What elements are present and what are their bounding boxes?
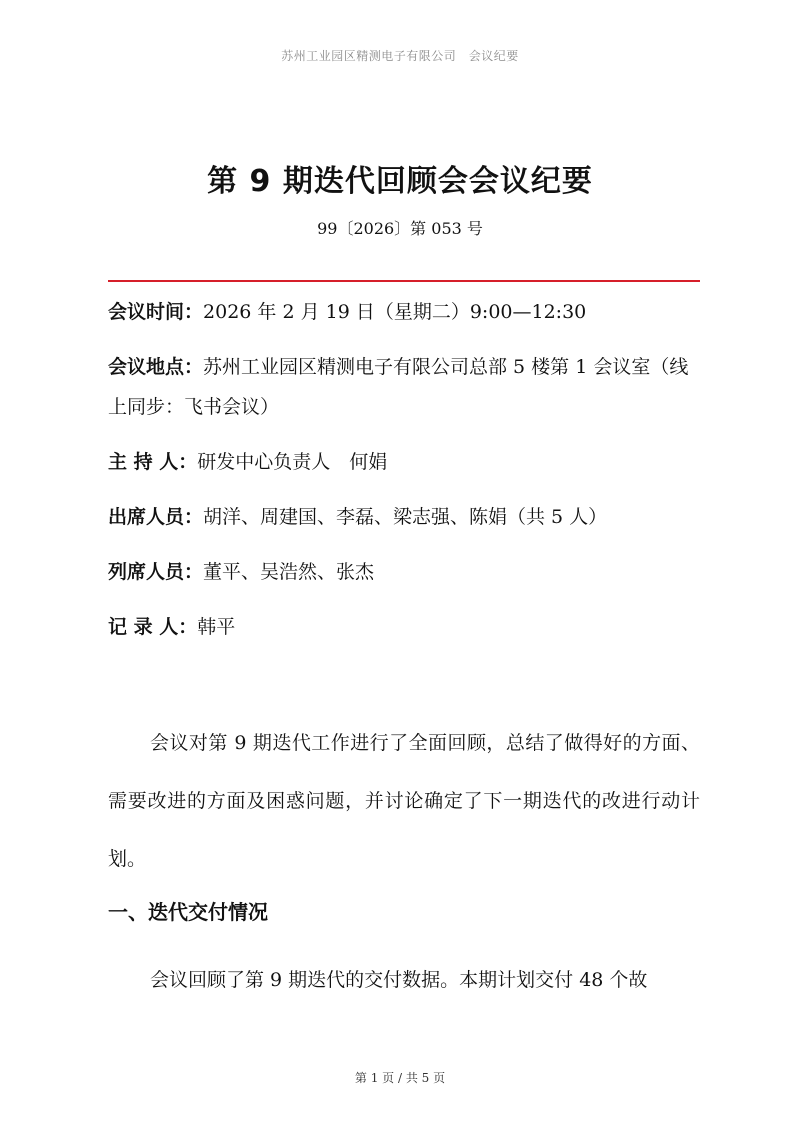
meeting-time-label: 会议时间： (108, 301, 204, 323)
meeting-time-value: 2026 年 2 月 19 日（星期二）9:00—12:30 (203, 301, 587, 323)
section-heading-delivery: 一、迭代交付情况 (108, 900, 268, 924)
section-paragraph-delivery: 会议回顾了第 9 期迭代的交付数据。本期计划交付 48 个故 (150, 969, 648, 991)
meeting-host-label: 主 持 人： (108, 451, 198, 473)
meeting-location-label: 会议地点： (108, 356, 204, 378)
document-title: 第 9 期迭代回顾会会议纪要 (207, 164, 593, 199)
meeting-observers-row (108, 552, 700, 592)
meeting-host-value: 研发中心负责人 何娟 (197, 451, 388, 473)
meeting-observers-label: 列席人员： (108, 561, 204, 583)
meeting-location-value: 苏州工业园区精测电子有限公司总部 5 楼第 1 会议室（线上同步：飞书会议） (108, 356, 689, 418)
document-number: 99〔2026〕第 053 号 (317, 219, 483, 238)
meeting-attendees-value: 胡洋、周建国、李磊、梁志强、陈娟（共 5 人） (203, 506, 608, 528)
meeting-recorder-row (108, 607, 700, 647)
meeting-metadata (108, 292, 700, 662)
meeting-host-row (108, 442, 700, 482)
meeting-observers-value: 董平、吴浩然、张杰 (203, 561, 375, 583)
meeting-recorder-label: 记 录 人： (108, 616, 198, 638)
meeting-recorder-value: 韩平 (197, 616, 236, 638)
intro-paragraph: 会议对第 9 期迭代工作进行了全面回顾，总结了做得好的方面、需要改进的方面及困惑问题，并讨论确定了下一期迭代的改进行动计划。 (108, 732, 700, 870)
running-header: 苏州工业园区精测电子有限公司 会议纪要 (281, 49, 519, 63)
meeting-time-row (108, 292, 700, 332)
title-divider-rule (108, 280, 700, 282)
meeting-attendees-row (108, 497, 700, 537)
meeting-location-row (108, 347, 700, 427)
meeting-attendees-label: 出席人员： (108, 506, 204, 528)
page-number-footer: 第 1 页 / 共 5 页 (354, 1071, 446, 1085)
